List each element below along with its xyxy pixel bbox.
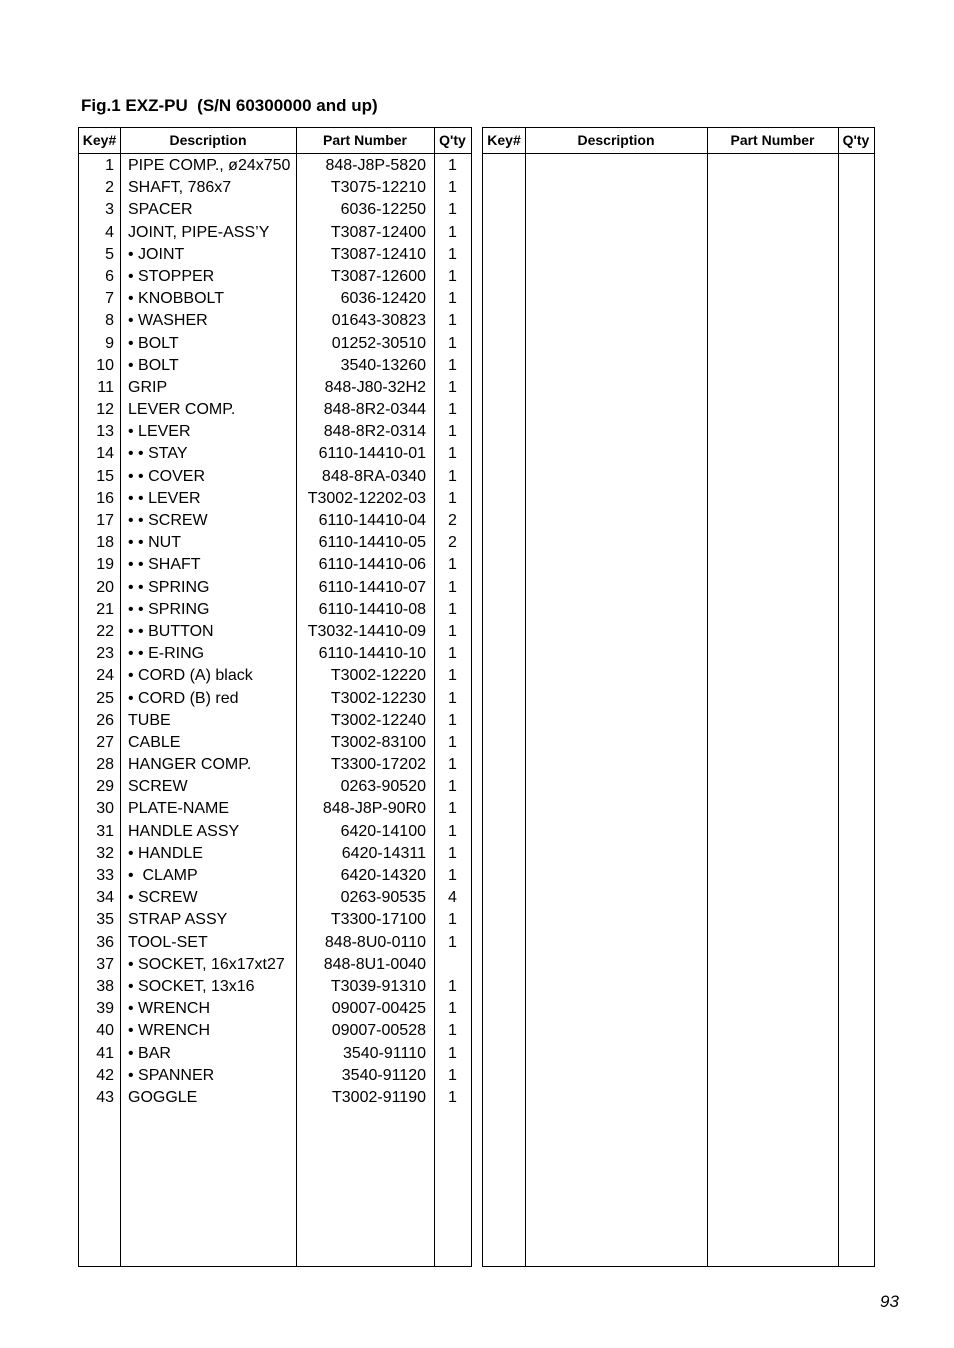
row-description: • CORD (B) red	[128, 689, 239, 707]
row-description: • LEVER	[128, 423, 191, 441]
row-part-number: 6036-12250	[340, 201, 426, 219]
row-key: 32	[96, 844, 114, 862]
row-description: • • E-RING	[128, 645, 205, 663]
row-part-number: T3002-91190	[332, 1088, 426, 1106]
row-part-number: 6110-14410-10	[318, 645, 426, 663]
row-description: • HANDLE	[128, 844, 203, 862]
row-key: 3	[105, 201, 114, 219]
row-part-number: 3540-91120	[341, 1066, 426, 1084]
table-row	[79, 1020, 471, 1042]
row-part-number: T3300-17202	[330, 756, 426, 774]
row-part-number: T3039-91310	[330, 977, 426, 995]
row-part-number: 6036-12420	[340, 290, 426, 308]
row-part-number: 848-8U0-0110	[324, 933, 426, 951]
row-part-number: T3087-12600	[330, 267, 426, 285]
row-qty: 1	[448, 733, 457, 751]
row-key: 30	[96, 800, 114, 818]
row-part-number: T3075-12210	[330, 179, 426, 197]
figure-title: Fig.1 EXZ-PU (S/N 60300000 and up)	[81, 96, 378, 115]
row-key: 5	[105, 245, 114, 263]
row-qty: 1	[448, 844, 457, 862]
row-part-number: 6110-14410-04	[318, 512, 426, 529]
row-key: 8	[105, 312, 114, 330]
row-part-number: 01643-30823	[331, 312, 426, 330]
row-part-number: 6110-14410-07	[318, 578, 426, 596]
table-row	[79, 954, 471, 976]
row-key: 43	[96, 1088, 114, 1106]
header-description: Description	[577, 132, 655, 148]
row-part-number: 848-J80-32H2	[324, 378, 426, 396]
column-divider	[525, 128, 526, 1266]
table-row	[79, 333, 471, 355]
row-qty: 1	[448, 179, 457, 197]
row-qty: 1	[448, 667, 457, 685]
row-description: • • SCREW	[128, 512, 208, 529]
row-description: • BOLT	[128, 334, 179, 352]
row-key: 10	[96, 356, 114, 374]
row-part-number: 848-J8P-5820	[325, 157, 426, 174]
row-qty: 1	[448, 267, 457, 285]
table-row	[79, 932, 471, 954]
row-key: 41	[96, 1044, 114, 1062]
table-row	[79, 599, 471, 621]
row-key: 21	[96, 600, 114, 618]
header-divider	[79, 153, 471, 154]
row-qty: 2	[448, 512, 457, 529]
row-qty: 1	[448, 378, 457, 396]
row-description: • CORD (A) black	[128, 667, 253, 685]
table-row	[79, 155, 471, 177]
table-row	[79, 688, 471, 710]
row-qty: 1	[448, 245, 457, 263]
table-row	[79, 222, 471, 244]
row-key: 11	[97, 378, 114, 396]
row-description: • • LEVER	[128, 489, 201, 507]
row-part-number: 01252-30510	[331, 334, 426, 352]
row-part-number: 3540-91110	[342, 1044, 426, 1062]
row-description: SCREW	[128, 778, 188, 796]
row-description: TUBE	[128, 711, 171, 729]
row-part-number: 6420-14100	[340, 822, 426, 840]
row-qty: 1	[448, 401, 457, 419]
row-part-number: T3032-14410-09	[307, 622, 426, 640]
table-row	[79, 998, 471, 1020]
row-part-number: 848-J8P-90R0	[322, 800, 426, 818]
row-key: 25	[96, 689, 114, 707]
row-part-number: T3002-83100	[330, 733, 426, 751]
row-description: HANGER COMP.	[128, 756, 252, 774]
row-key: 38	[96, 977, 114, 995]
row-description: • SPANNER	[128, 1066, 215, 1084]
row-part-number: 6110-14410-08	[318, 600, 426, 618]
row-description: • JOINT	[128, 245, 185, 263]
row-key: 7	[105, 290, 114, 308]
row-key: 6	[105, 267, 114, 285]
header-part-number: Part Number	[730, 132, 815, 148]
row-description: • SOCKET, 16x17xt27	[128, 955, 285, 973]
row-description: PIPE COMP., ø24x750	[128, 157, 291, 174]
row-key: 39	[96, 1000, 114, 1018]
row-key: 17	[96, 512, 114, 529]
header-description: Description	[169, 132, 247, 148]
row-description: STRAP ASSY	[128, 911, 228, 929]
row-qty: 1	[448, 290, 457, 308]
row-key: 26	[96, 711, 114, 729]
row-description: • KNOBBOLT	[128, 290, 224, 308]
table-row	[79, 1087, 471, 1109]
row-key: 14	[96, 445, 114, 463]
row-description: • • NUT	[128, 534, 181, 552]
row-key: 19	[96, 556, 114, 574]
row-key: 40	[96, 1022, 114, 1040]
row-qty: 1	[448, 578, 457, 596]
row-qty: 2	[448, 534, 457, 552]
row-qty: 1	[448, 778, 457, 796]
row-part-number: 6110-14410-01	[318, 445, 426, 463]
row-qty: 1	[448, 157, 457, 174]
parts-rows	[79, 155, 471, 1109]
row-qty: 1	[448, 467, 457, 485]
parts-table-right	[482, 127, 875, 1267]
row-key: 9	[105, 334, 114, 352]
row-qty: 1	[448, 312, 457, 330]
row-key: 22	[96, 622, 114, 640]
row-qty: 1	[448, 201, 457, 219]
table-row	[79, 909, 471, 931]
row-key: 4	[105, 223, 114, 241]
row-qty: 1	[448, 800, 457, 818]
table-row	[79, 177, 471, 199]
row-part-number: T3002-12230	[330, 689, 426, 707]
table-row	[79, 1043, 471, 1065]
row-qty: 1	[448, 689, 457, 707]
row-qty: 1	[448, 867, 457, 884]
row-description: PLATE-NAME	[128, 800, 230, 818]
row-description: • SCREW	[128, 889, 198, 907]
row-part-number: T3002-12220	[330, 667, 426, 685]
row-description: HANDLE ASSY	[128, 822, 240, 840]
table-row	[79, 421, 471, 443]
row-key: 37	[96, 955, 114, 973]
row-description: • STOPPER	[128, 267, 215, 285]
row-qty: 1	[448, 423, 457, 441]
table-row	[79, 976, 471, 998]
row-qty: 1	[448, 756, 457, 774]
row-part-number: 848-8U1-0040	[323, 955, 426, 973]
page-number: 93	[880, 1292, 899, 1311]
table-row	[79, 732, 471, 754]
row-key: 18	[96, 534, 114, 552]
table-row	[79, 532, 471, 554]
table-row	[79, 443, 471, 465]
row-description: • CLAMP	[128, 867, 198, 884]
row-qty: 1	[448, 711, 457, 729]
row-description: • WRENCH	[128, 1000, 211, 1018]
row-qty: 1	[448, 933, 457, 951]
row-part-number: 6110-14410-06	[318, 556, 426, 574]
table-row	[79, 887, 471, 909]
row-qty: 1	[448, 1022, 457, 1040]
row-key: 36	[96, 933, 114, 951]
row-qty: 1	[448, 1000, 457, 1018]
header-qty: Q'ty	[842, 132, 870, 148]
row-qty: 1	[448, 600, 457, 618]
parts-table-left	[78, 127, 472, 1267]
row-description: GRIP	[128, 378, 168, 396]
table-row	[79, 377, 471, 399]
table-row	[79, 488, 471, 510]
row-part-number: 6420-14320	[340, 867, 426, 884]
row-qty: 1	[448, 911, 457, 929]
row-description: SHAFT, 786x7	[128, 179, 232, 197]
row-key: 29	[96, 778, 114, 796]
table-row	[79, 554, 471, 576]
table-row	[79, 266, 471, 288]
row-description: LEVER COMP.	[128, 401, 236, 419]
table-row	[79, 643, 471, 665]
row-description: • • SHAFT	[128, 556, 201, 574]
row-part-number: 09007-00425	[331, 1000, 426, 1018]
row-part-number: T3087-12400	[330, 223, 426, 241]
row-part-number: 09007-00528	[331, 1022, 426, 1040]
row-description: • • STAY	[128, 445, 188, 463]
table-row	[79, 199, 471, 221]
row-key: 24	[96, 667, 114, 685]
row-qty: 1	[448, 445, 457, 463]
row-key: 35	[96, 911, 114, 929]
table-row	[79, 1065, 471, 1087]
row-qty: 1	[448, 1066, 457, 1084]
row-key: 15	[96, 467, 114, 485]
column-divider	[707, 128, 708, 1266]
row-part-number: 3540-13260	[340, 356, 426, 374]
header-divider	[483, 153, 874, 154]
row-part-number: T3300-17100	[330, 911, 426, 929]
row-key: 42	[96, 1066, 114, 1084]
column-divider	[838, 128, 839, 1266]
row-key: 13	[96, 423, 114, 441]
header-key: Key#	[82, 132, 117, 148]
row-key: 12	[96, 401, 114, 419]
table-row	[79, 399, 471, 421]
row-part-number: 6420-14311	[341, 844, 426, 862]
row-qty: 4	[448, 889, 457, 907]
row-description: • BOLT	[128, 356, 179, 374]
row-key: 31	[96, 822, 114, 840]
row-key: 2	[105, 179, 114, 197]
row-qty: 1	[448, 645, 457, 663]
row-key: 28	[96, 756, 114, 774]
row-key: 27	[96, 733, 114, 751]
table-row	[79, 466, 471, 488]
row-key: 23	[96, 645, 114, 663]
row-key: 16	[96, 489, 114, 507]
row-part-number: 848-8R2-0314	[323, 423, 426, 441]
row-description: CABLE	[128, 733, 181, 751]
row-part-number: 0263-90520	[340, 778, 426, 796]
row-qty: 1	[448, 556, 457, 574]
row-description: • SOCKET, 13x16	[128, 977, 255, 995]
row-part-number: 848-8RA-0340	[321, 467, 426, 485]
row-key: 1	[105, 157, 114, 174]
table-row	[79, 621, 471, 643]
row-description: • • SPRING	[128, 578, 210, 596]
row-part-number: 848-8R2-0344	[323, 401, 426, 419]
row-description: JOINT, PIPE-ASS’Y	[128, 223, 270, 241]
row-qty: 1	[448, 1088, 457, 1106]
table-row	[79, 355, 471, 377]
row-description: • • SPRING	[128, 600, 210, 618]
header-part-number: Part Number	[322, 132, 408, 148]
header-key: Key#	[487, 132, 521, 148]
row-qty: 1	[448, 334, 457, 352]
row-description: • BAR	[128, 1044, 171, 1062]
table-row	[79, 843, 471, 865]
table-row	[79, 710, 471, 732]
row-part-number: 0263-90535	[340, 889, 426, 907]
row-description: GOGGLE	[128, 1088, 198, 1106]
row-part-number: T3087-12410	[330, 245, 426, 263]
row-description: • • BUTTON	[128, 622, 214, 640]
row-key: 20	[96, 578, 114, 596]
row-part-number: T3002-12202-03	[307, 489, 426, 507]
row-description: • WASHER	[128, 312, 208, 330]
header-qty: Q'ty	[439, 132, 466, 148]
row-key: 34	[96, 889, 114, 907]
row-qty: 1	[448, 1044, 457, 1062]
table-row	[79, 776, 471, 798]
row-key: 33	[96, 867, 114, 884]
table-row	[79, 244, 471, 266]
row-description: TOOL-SET	[128, 933, 208, 951]
row-description: • • COVER	[128, 467, 205, 485]
table-row	[79, 665, 471, 687]
row-qty: 1	[448, 977, 457, 995]
row-description: • WRENCH	[128, 1022, 211, 1040]
table-row	[79, 288, 471, 310]
table-row	[79, 865, 471, 887]
row-qty: 1	[448, 822, 457, 840]
row-description: SPACER	[128, 201, 193, 219]
row-qty: 1	[448, 622, 457, 640]
table-row	[79, 798, 471, 820]
row-qty: 1	[448, 223, 457, 241]
table-row	[79, 510, 471, 532]
table-row	[79, 821, 471, 843]
row-qty: 1	[448, 356, 457, 374]
row-part-number: T3002-12240	[330, 711, 426, 729]
table-row	[79, 310, 471, 332]
row-part-number: 6110-14410-05	[318, 534, 426, 552]
table-row	[79, 577, 471, 599]
table-row	[79, 754, 471, 776]
row-qty: 1	[448, 489, 457, 507]
